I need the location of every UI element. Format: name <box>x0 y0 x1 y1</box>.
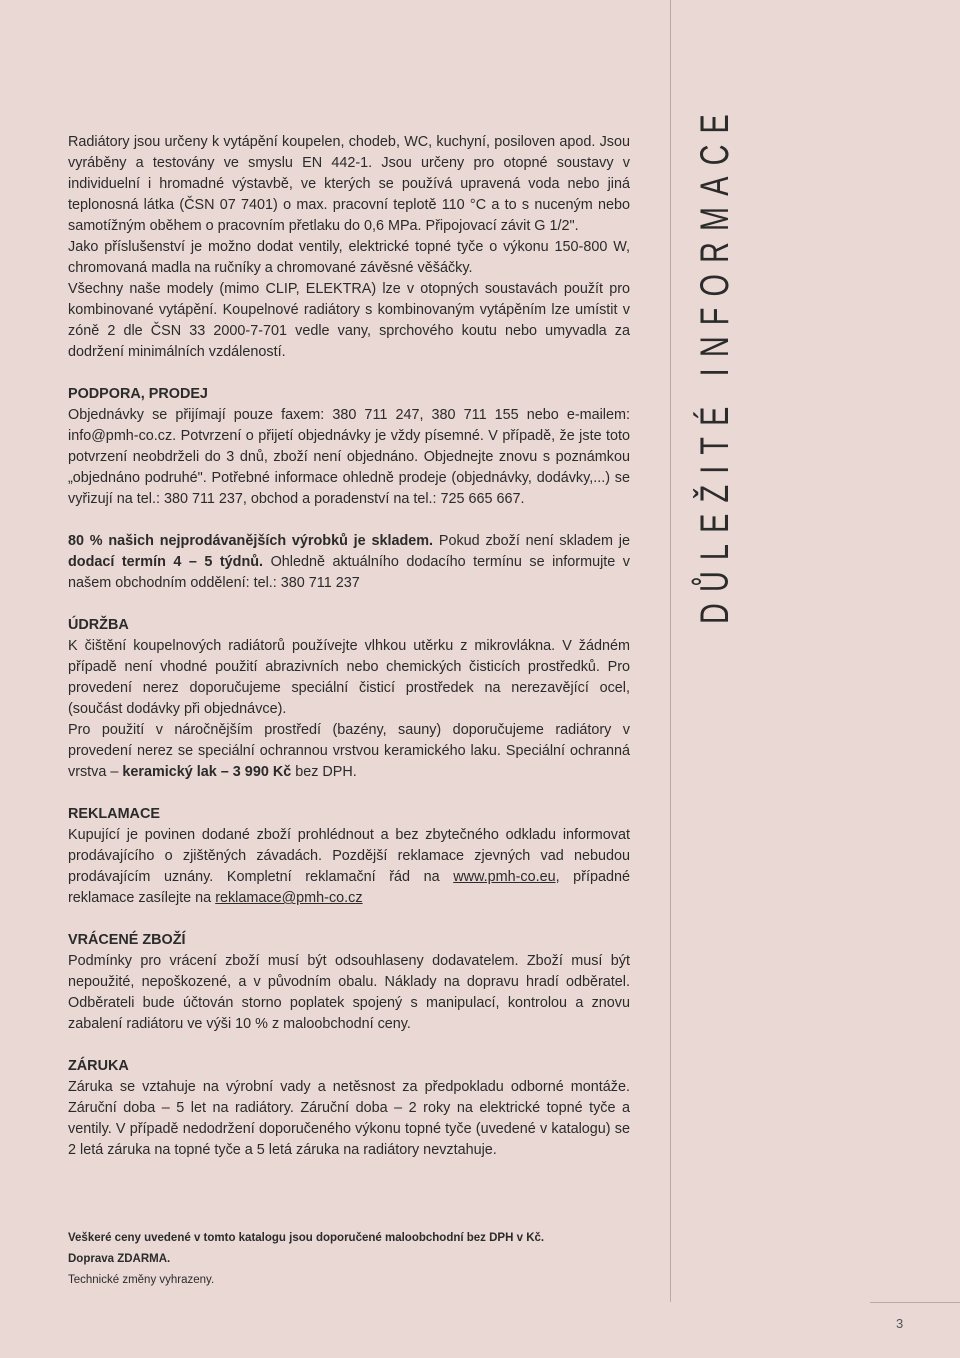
warranty-text: Záruka se vztahuje na výrobní vady a netěsnost za předpokladu odborné montáže. Záruční doba – 5 let na radiátory. Záruční doba – 2 roky na elektrické topné tyče a ventily. V případě nedodržení doporučeného výkonu topné tyče (uvedené v katalogu) se 2 letá záruka na topné tyče a 5 letá záruka na radiátory nevztahuje. <box>68 1079 630 1158</box>
warranty-section <box>68 1056 630 1161</box>
stock-text-2: Ohledně aktuálního dodacího termínu se informujte v našem obchodním oddělení: tel.: 380 711 237 <box>68 554 630 591</box>
maintenance-heading: ÚDRŽBA <box>68 617 129 633</box>
intro-paragraph-1: Radiátory jsou určeny k vytápění koupelen, chodeb, WC, kuchyní, posiloven apod. Jsou vyráběny a testovány ve smyslu EN 442-1. Jsou určeny pro otopné soustavy v individuelní i hromadné výstavbě, ve kterých se používá upravená voda nebo jiná teplonosná látka (ČSN 07 7401) o max. pracovní teplotě 110 °C a to s nuceným nebo samotížným oběhem o pracovním přetlaku do 0,6 MPa. Připojovací závit G 1/2". <box>68 134 630 234</box>
footer-changes-note: Technické změny vyhrazeny. <box>68 1274 215 1286</box>
support-section <box>68 384 630 510</box>
footer <box>68 1228 628 1291</box>
stock-section <box>68 531 630 594</box>
returns-text: Podmínky pro vrácení zboží musí být odsouhlaseny dodavatelem. Zboží musí být nepoužité, nepoškozené, a v původním obalu. Náklady na dopravu hradí odběratel. Odběrateli bude účtován storno poplatek spojený s manipulací, kontrolou a znovu zabalení radiátoru ve výši 10 % z maloobchodní ceny. <box>68 953 630 1032</box>
footer-prices-note: Veškeré ceny uvedené v tomto katalogu jsou doporučené maloobchodní bez DPH v Kč. <box>68 1232 545 1244</box>
support-heading: PODPORA, PRODEJ <box>68 386 208 402</box>
support-text: Objednávky se přijímají pouze faxem: 380 711 247, 380 711 155 nebo e-mailem: info@pmh-co.cz. Potvrzení o přijetí objednávky je vždy písemné. V případě, že jste toto potvrzení neobdrželi do 3 dnů, zboží není objednáno. Objednejte znovu s poznámkou „objednáno podruhé". Potřebné informace ohledně prodeje (objednávky, dodávky,...) se vyřizují na tel.: 380 711 237, obchod a poradenství na tel.: 725 665 667. <box>68 407 630 507</box>
ceramic-price: keramický lak – 3 990 Kč <box>122 764 292 780</box>
stock-text <box>68 531 630 594</box>
complaints-text-1: Kupující je povinen dodané zboží prohlédnout a bez zbytečného odkladu informovat prodávajícího o zjištěných závadách. Pozdější reklamace zjevných vad nebudou prodávajícím uznány. Kompletní reklamační řád na <box>68 827 630 885</box>
complaints-section <box>68 804 630 909</box>
website-link[interactable]: www.pmh-co.eu <box>453 869 556 885</box>
complaints-text <box>68 825 630 909</box>
complaints-text-2: , případné reklamace zasílejte na <box>68 869 630 906</box>
page-number: 3 <box>896 1316 904 1331</box>
complaints-email-link[interactable]: reklamace@pmh-co.cz <box>215 890 363 906</box>
side-title: DŮLEŽITÉ INFORMACE <box>693 103 737 624</box>
warranty-heading: ZÁRUKA <box>68 1058 129 1074</box>
footer-divider <box>870 1302 960 1303</box>
main-content <box>68 132 630 1161</box>
maintenance-paragraph-2 <box>68 720 630 783</box>
maintenance-paragraph-1: K čištění koupelnových radiátorů používejte vlhkou utěrku z mikrovlákna. V žádném případě není vhodné použití abrazivních nebo chemických čisticích prostředků. Pro provedení nerez doporučujeme speciální čisticí prostředek na nerezavějící ocel, (součást dodávky při objednávce). <box>68 638 630 717</box>
returns-heading: VRÁCENÉ ZBOŽÍ <box>68 932 186 948</box>
intro-paragraph-2: Jako příslušenství je možno dodat ventily, elektrické topné tyče o výkonu 150-800 W, chromovaná madla na ručníky a chromované závěsné věšáčky. <box>68 239 630 276</box>
delivery-term: dodací termín 4 – 5 týdnů. <box>68 554 264 570</box>
intro-paragraph-3: Všechny naše modely (mimo CLIP, ELEKTRA) lze v otopných soustavách použít pro kombinované vytápění. Koupelnové radiátory s kombinovaným vytápěním lze umístit v zóně 2 dle ČSN 33 2000-7-701 vedle vany, sprchového koutu nebo umyvadla za dodržení minimálních vzdáleností. <box>68 281 630 360</box>
returns-section <box>68 930 630 1035</box>
maintenance-text: Pro použití v náročnějším prostředí (bazény, sauny) doporučujeme radiátory v provedení nerez se speciální ochrannou vrstvou keramického laku. Speciální ochranná vrstva – <box>68 722 630 780</box>
stock-bold-1: 80 % našich nejprodávanějších výrobků je skladem. <box>68 533 434 549</box>
footer-shipping-note: Doprava ZDARMA. <box>68 1253 171 1265</box>
stock-text-1: Pokud zboží není skladem je <box>433 533 630 549</box>
maintenance-section <box>68 615 630 783</box>
complaints-heading: REKLAMACE <box>68 806 160 822</box>
maintenance-end: bez DPH. <box>291 764 357 780</box>
vertical-divider <box>670 0 671 1302</box>
